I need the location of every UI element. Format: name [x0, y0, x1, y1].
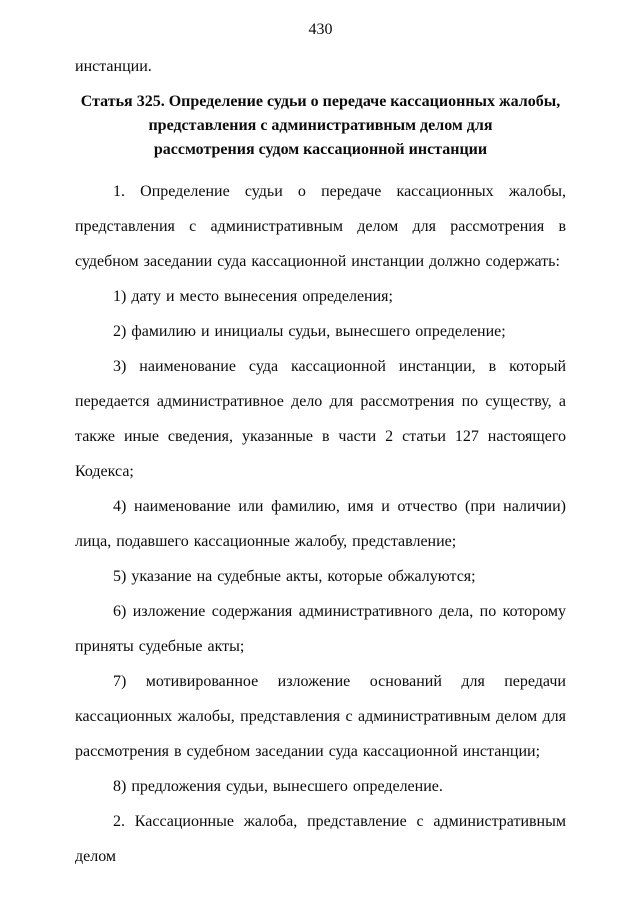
list-item-2: 2) фамилию и инициалы судьи, вынесшего определение;: [113, 323, 506, 340]
paragraph-part-2: 2. Кассационные жалоба, представление с административным делом: [75, 813, 566, 865]
page-number: 430: [308, 21, 333, 38]
article-heading-line-1: Статья 325. Определение судьи о передаче кассационных жалобы,: [80, 93, 561, 110]
list-item-5: 5) указание на судебные акты, которые обжалуются;: [113, 568, 476, 585]
article-heading-line-2: представления с административным делом для: [148, 117, 493, 134]
list-item-3: 3) наименование суда кассационной инстанции, в который передается административное дело для рассмотрения по существу, а также иные сведения, указанные в части 2 статьи 127 настоящего Кодекса;: [75, 358, 566, 480]
list-item-8: 8) предложения судьи, вынесшего определение.: [113, 778, 443, 795]
paragraph-intro: 1. Определение судьи о передаче кассационных жалобы, представления с административным делом для рассмотрения в судебном заседании суда кассационной инстанции должно содержать:: [75, 183, 566, 270]
list-item-6: 6) изложение содержания административного дела, по которому приняты судебные акты;: [75, 603, 566, 655]
article-heading-line-3: рассмотрения судом кассационной инстанции: [153, 141, 488, 158]
list-item-4: 4) наименование или фамилию, имя и отчество (при наличии) лица, подавшего кассационные жалобу, представление;: [75, 498, 566, 550]
continuation-text: инстанции.: [75, 58, 152, 75]
article-heading: [75, 90, 566, 162]
list-item-7: 7) мотивированное изложение оснований для передачи кассационных жалобы, представления с административным делом для рассмотрения в судебном заседании суда кассационной инстанции;: [75, 673, 566, 760]
list-item-1: 1) дату и место вынесения определения;: [113, 288, 393, 305]
